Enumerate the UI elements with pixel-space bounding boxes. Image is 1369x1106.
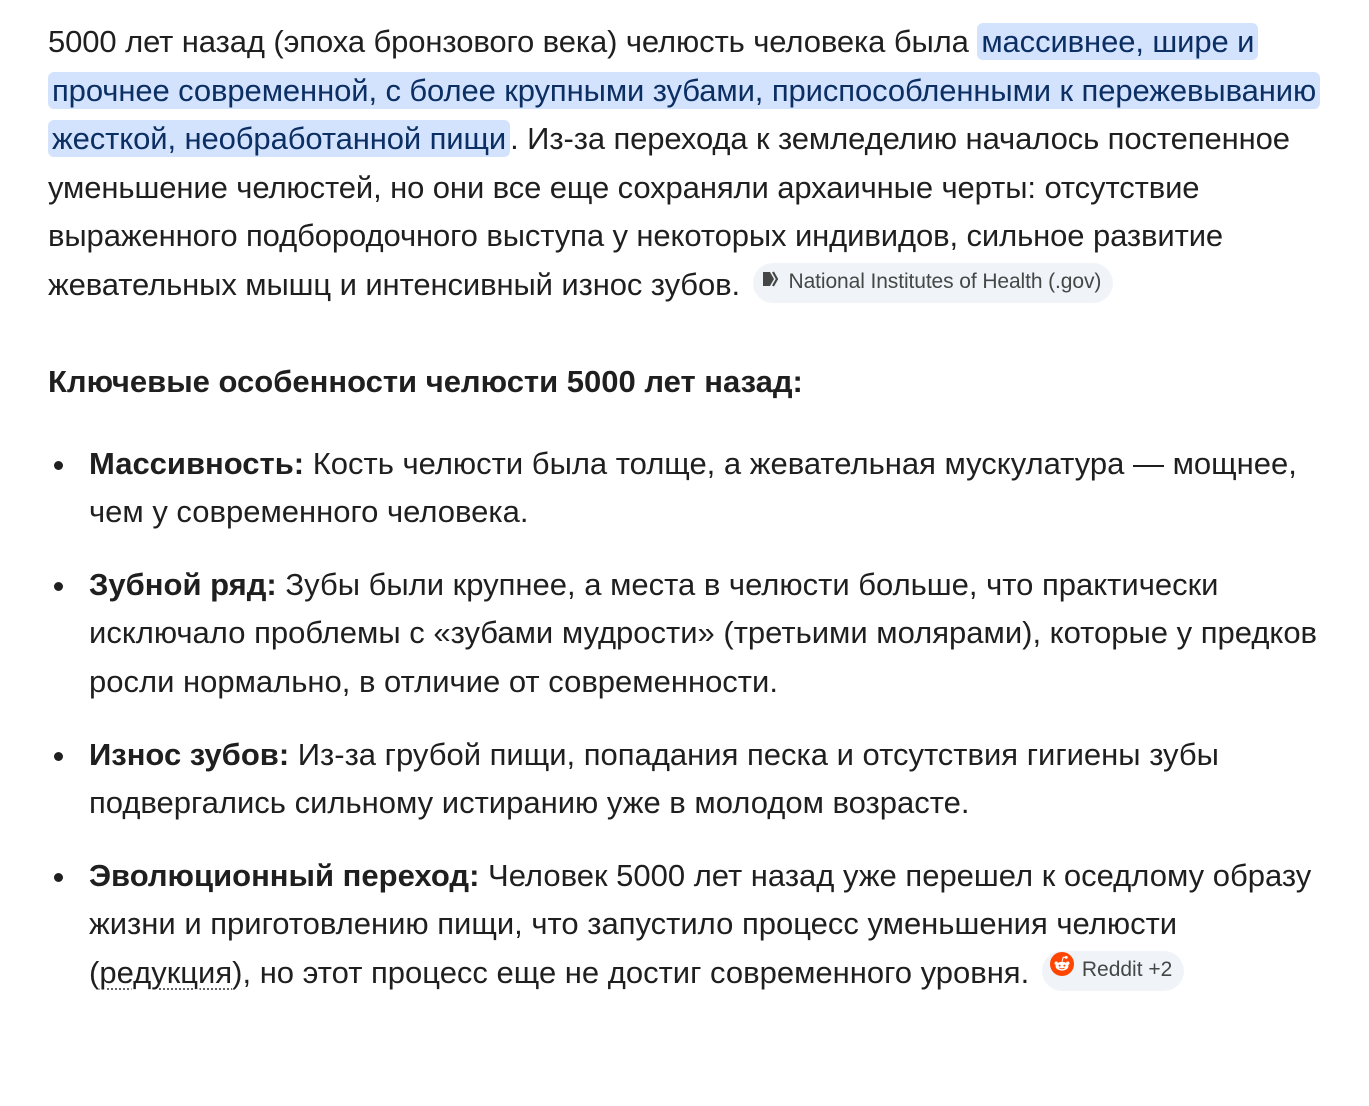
source-chip-nih[interactable]: [753, 263, 1114, 303]
list-item-title: Массивность:: [89, 445, 305, 481]
intro-paragraph: [48, 18, 1338, 310]
source-chip-label: Reddit +2: [1081, 958, 1173, 982]
glossary-term-reduction[interactable]: редукция: [99, 954, 233, 990]
list-item-text-after: ), но этот процесс еще не достиг современного уровня.: [232, 954, 1030, 990]
list-item-text: Кость челюсти была толще, а жевательная мускулатура — мощнее, чем у современного человека.: [89, 445, 1297, 530]
list-item-dentition: [48, 561, 1338, 707]
list-item-title: Износ зубов:: [89, 736, 290, 772]
features-list: [48, 440, 1338, 998]
answer-content: [48, 18, 1338, 1022]
list-item-evolution: [48, 852, 1338, 998]
list-item-massiveness: [48, 440, 1338, 537]
list-item-title: Зубной ряд:: [89, 566, 277, 602]
list-item-title: Эволюционный переход:: [89, 857, 480, 893]
list-item-text: Зубы были крупнее, а места в челюсти больше, что практически исключало проблемы с «зубами мудрости» (третьими молярами), которые у предков росли нормально, в отличие от современности.: [89, 566, 1318, 699]
highlighted-summary[interactable]: массивнее, шире и прочнее современной, с более крупными зубами, приспособленными к пережевыванию жесткой, необработанной пищи: [48, 23, 1320, 157]
list-item-text: Из-за грубой пищи, попадания песка и отсутствия гигиены зубы подвергались сильному истиранию уже в молодом возрасте.: [89, 736, 1219, 821]
list-item-tooth-wear: [48, 731, 1338, 828]
intro-lead-text: 5000 лет назад (эпоха бронзового века) челюсть человека была: [48, 24, 978, 59]
reddit-icon: [1050, 946, 1074, 995]
source-chip-label: National Institutes of Health (.gov): [788, 270, 1102, 294]
section-heading: Ключевые особенности челюсти 5000 лет назад:: [48, 363, 803, 399]
intro-tail-text: . Из-за перехода к земледелию началось постепенное уменьшение челюстей, но они все еще сохраняли архаичные черты: отсутствие выраженного подбородочного выступа у некоторых индивидов, сильное развитие жевательных мышц и интенсивный износ зубов.: [48, 121, 1290, 302]
source-document-icon: [761, 258, 781, 307]
source-chip-reddit[interactable]: [1042, 951, 1184, 991]
list-item-text-before: Человек 5000 лет назад уже перешел к оседлому образу жизни и приготовлению пищи, что запустило процесс уменьшения челюсти (: [89, 857, 1312, 990]
